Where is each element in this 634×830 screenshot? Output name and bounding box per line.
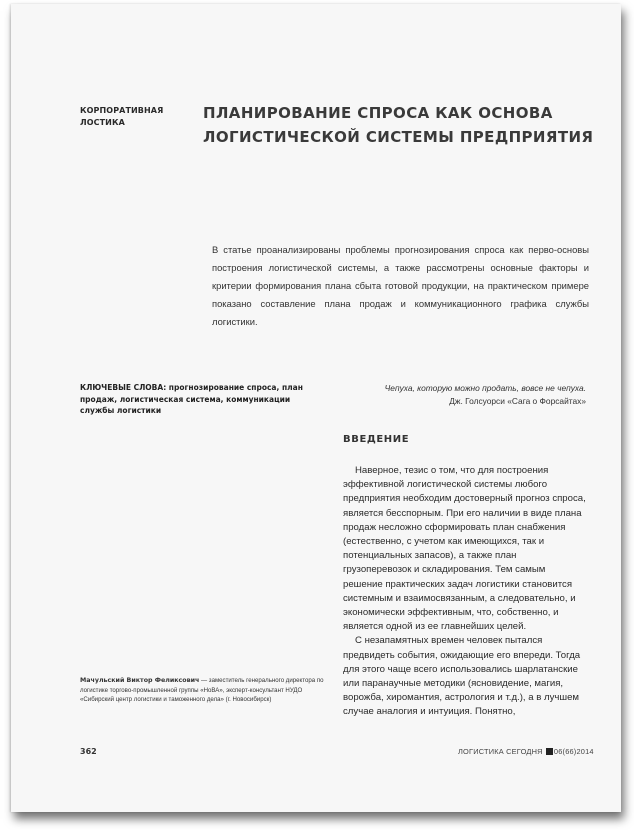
author-name: Мачульский Виктор Феликсович [80, 677, 200, 684]
journal-name: ЛОГИСТИКА СЕГОДНЯ [458, 747, 543, 756]
abstract: В статье проанализированы проблемы прогнозирования спроса как перво-основы построения логистической системы, а также рассмотрены основные факторы и критерии формирования плана сбыта готовой продукции, на практическом примере показано составление плана продаж и коммуникационного графика службы логистики. [212, 244, 589, 327]
author-bio: — заместитель генерального директора по логистике торгово-промышленной группы «НоВА», эксперт-консультант НУДО «Сибирский центр логистики и таможенного дела» (г. Новосибирск) [80, 677, 324, 704]
section-heading: ВВЕДЕНИЕ [343, 434, 410, 445]
journal-page [11, 4, 621, 812]
square-icon [546, 748, 553, 755]
epigraph-quote: Чепуха, которую можно продать, вовсе не чепуха. [384, 383, 586, 393]
paragraph: С незапамятных времен человек пытался предвидеть события, ожидающие его впереди. Тогда для этого чаще всего использовались шарлатанские или паранаучные методики (ясновидение, магия, ворожба, хиромантия, астрология и т.д.), а в лучшем случае аналогия и интуиция. Понятно, [343, 635, 581, 718]
title-line: ПЛАНИРОВАНИЕ СПРОСА КАК ОСНОВА [203, 104, 553, 122]
section-label: КОРПОРАТИВНАЯ ЛОСТИКА [80, 106, 164, 127]
journal-footer [458, 747, 594, 756]
epigraph [339, 382, 586, 407]
journal-issue: 06(66)2014 [553, 747, 594, 756]
body-text [343, 464, 587, 720]
title-line: ЛОГИСТИЧЕСКОЙ СИСТЕМЫ ПРЕДПРИЯТИЯ [203, 128, 594, 146]
article-title [203, 101, 623, 149]
keywords: КЛЮЧЕВЫЕ СЛОВА: прогнозирование спроса, план продаж, логистическая система, коммуникации службы логистики [80, 383, 303, 415]
author-note [80, 676, 330, 705]
epigraph-source: Дж. Голсуорси «Сага о Форсайтах» [449, 395, 586, 406]
paragraph: Наверное, тезис о том, что для построения эффективной логистической системы любого предприятия необходим достоверный прогноз спроса, является бесспорным. При его наличии в виде плана продаж несложно сформировать план снабжения (естественно, с учетом как имеющихся, так и потенциальных запасов), а также план грузоперевозок и складирования. Тем самым решение практических задач логистики становится системным и взаимосвязанным, а следовательно, и экономически эффективным, что, собственно, и является одной из ее главнейших целей. [343, 465, 586, 633]
page-number: 362 [80, 747, 97, 756]
